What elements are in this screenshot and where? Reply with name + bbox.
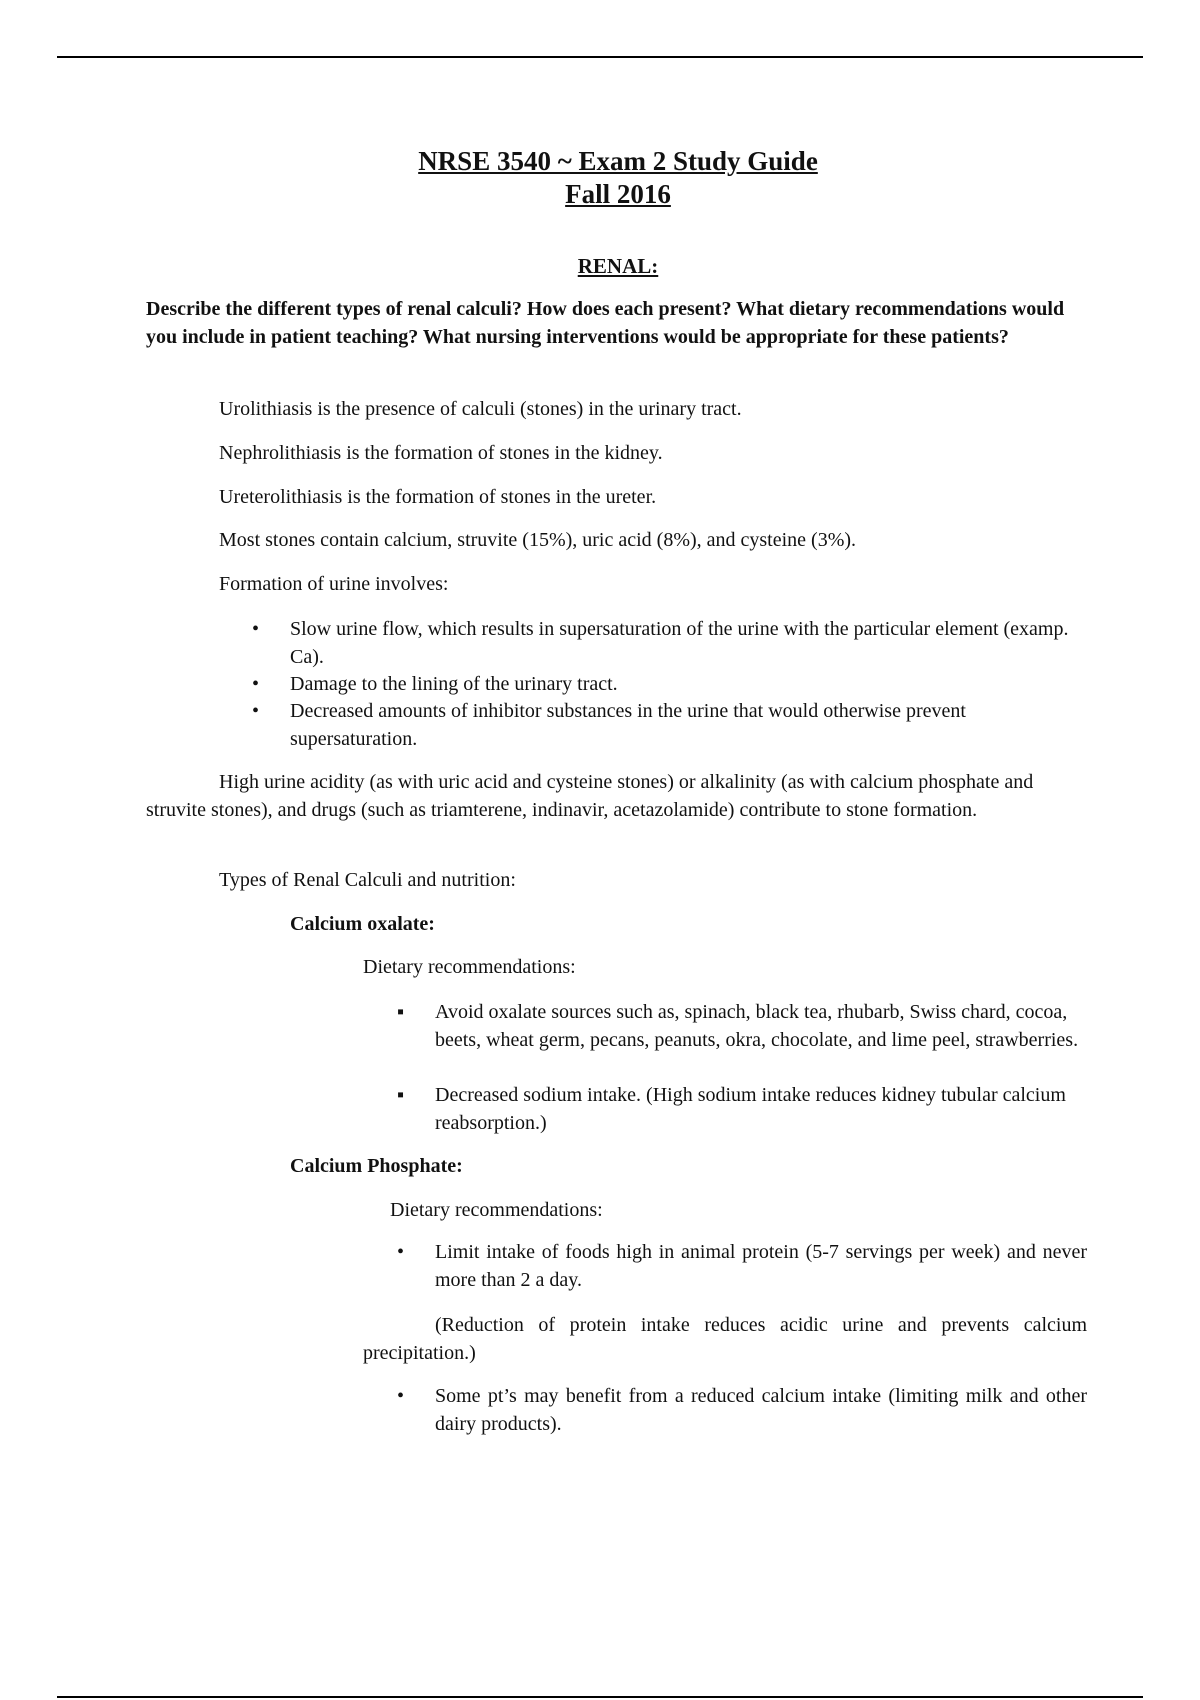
top-rule	[57, 56, 1143, 58]
formation-intro: Formation of urine involves:	[219, 573, 449, 595]
bullet-icon: •	[397, 1241, 405, 1263]
list-item	[397, 1081, 1090, 1137]
calcium-phosphate-dietary-label: Dietary recommendations:	[390, 1199, 603, 1221]
document-subtitle: Fall 2016	[565, 179, 671, 209]
definition-nephrolithiasis: Nephrolithiasis is the formation of stones in the kidney.	[219, 442, 663, 464]
calcium-phosphate-heading: Calcium Phosphate:	[290, 1155, 463, 1177]
study-question: Describe the different types of renal calculi? How does each present? What dietary recommendations would you include in patient teaching? What nursing interventions would be appropriate for these patients?	[146, 298, 1065, 348]
list-item	[397, 998, 1090, 1054]
definition-urolithiasis: Urolithiasis is the presence of calculi (stones) in the urinary tract.	[219, 398, 742, 420]
title-block	[0, 145, 1200, 211]
bullet-icon: •	[397, 1385, 405, 1407]
list-item	[397, 1382, 1087, 1438]
list-item-text: Avoid oxalate sources such as, spinach, black tea, rhubarb, Swiss chard, cocoa, beets, wheat germ, pecans, peanuts, okra, chocolate, and lime peel, strawberries.	[435, 1001, 1079, 1051]
list-item-text: Some pt’s may benefit from a reduced calcium intake (limiting milk and other dairy products).	[435, 1385, 1087, 1435]
calcium-oxalate-dietary-label: Dietary recommendations:	[363, 956, 576, 978]
square-bullet-icon: ▪	[397, 1084, 405, 1106]
bullet-icon: •	[252, 618, 260, 640]
list-item-text: Slow urine flow, which results in supersaturation of the urine with the particular element (examp. Ca).	[290, 618, 1069, 668]
bullet-icon: •	[252, 673, 260, 695]
list-item-text: Damage to the lining of the urinary tract.	[290, 673, 618, 695]
document-title: NRSE 3540 ~ Exam 2 Study Guide	[418, 146, 818, 176]
types-intro: Types of Renal Calculi and nutrition:	[219, 869, 516, 891]
bullet-icon: •	[252, 700, 260, 722]
calcium-oxalate-heading: Calcium oxalate:	[290, 913, 435, 935]
section-heading: RENAL:	[577, 254, 659, 278]
definition-ureterolithiasis: Ureterolithiasis is the formation of stones in the ureter.	[219, 486, 657, 508]
stone-composition: Most stones contain calcium, struvite (15%), uric acid (8%), and cysteine (3%).	[219, 529, 857, 551]
acidity-paragraph: High urine acidity (as with uric acid and cysteine stones) or alkalinity (as with calcium phosphate and struvite stones), and drugs (such as triamterene, indinavir, acetazolamide) contribute to stone formation.	[146, 771, 1034, 821]
list-item	[252, 670, 1090, 698]
list-item-text: Decreased sodium intake. (High sodium intake reduces kidney tubular calcium reabsorption.)	[435, 1084, 1066, 1134]
list-item-text: Limit intake of foods high in animal protein (5-7 servings per week) and never more than 2 a day.	[435, 1241, 1087, 1291]
list-item	[252, 697, 1090, 753]
list-item-text: Decreased amounts of inhibitor substances in the urine that would otherwise prevent supersaturation.	[290, 700, 966, 750]
list-item	[397, 1238, 1087, 1294]
bottom-rule	[57, 1696, 1143, 1698]
square-bullet-icon: ▪	[397, 1001, 405, 1023]
calcium-phosphate-note: (Reduction of protein intake reduces acidic urine and prevents calcium precipitation.)	[363, 1314, 1087, 1364]
list-item	[252, 615, 1090, 671]
